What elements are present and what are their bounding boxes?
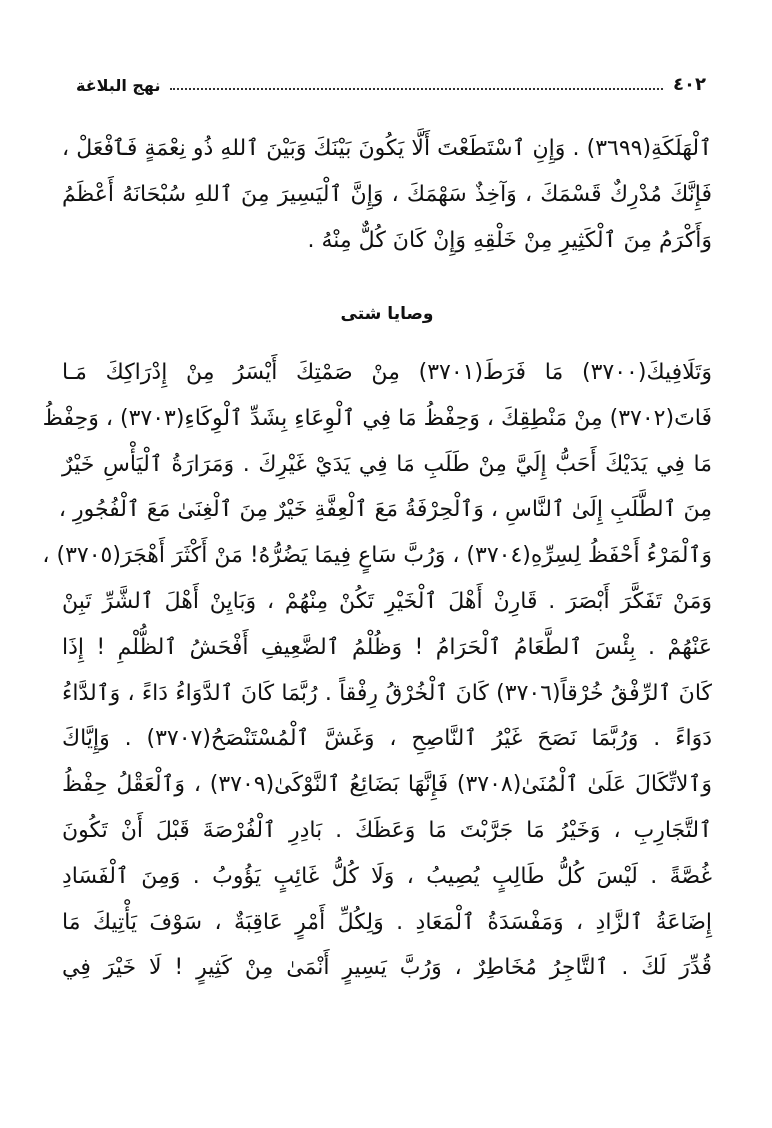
paragraph-2: [42, 350, 713, 991]
text-line: وَمَنْ تَفَكَّرَ أَبْصَرَ . قَارِنْ أَهْلَ ٱلْخَيْرِ تَكُنْ مِنْهُمْ ، وَبَايِنْ أَهْلَ ٱلشَّرِّ تَبِنْ: [62, 588, 712, 614]
text-line: وَتَلَافِيكَ(٣٧٠٠) مَا فَرَطَ(٣٧٠١) مِنْ صَمْتِكَ أَيْسَرُ مِنْ إِدْرَاكِكَ مَـا: [62, 360, 713, 385]
text-line: كَانَ ٱلرِّفْقُ خُرْقاً(٣٧٠٦) كَانَ ٱلْخُرْقُ رِفْقاً . رُبَّمَا كَانَ ٱلدَّوَاءُ دَاءً ، وَٱلدَّاءُ: [62, 680, 712, 706]
text-line: دَوَاءً . وَرُبَّمَا نَصَحَ غَيْرُ ٱلنَّاصِحِ ، وَغَشَّ ٱلْمُسْتَنْصَحُ(٣٧٠٧) . وَإِيَّاكَ: [62, 726, 712, 752]
text-line: وَأَكْرَمُ مِنَ ٱلْكَثِيرِ مِنْ خَلْقِهِ وَإِنْ كَانَ كُلٌّ مِنْهُ .: [307, 228, 712, 253]
text-line: مَا فِي يَدَيْكَ أَحَبُّ إِلَيَّ مِنْ طَلَبِ مَا فِي يَدَيْ غَيْرِكَ . وَمَرَارَةُ ٱلْيَأْسِ خَيْرٌ: [62, 451, 712, 477]
text-line: وَٱلْمَرْءُ أَحْفَظُ لِسِرِّهِ(٣٧٠٤) ، وَرُبَّ سَاعٍ فِيمَا يَضُرُّهُ! مَنْ أَكْثَرَ أَهْجَرَ(٣٧٠٥) ،: [42, 543, 712, 569]
text-line: مِنَ ٱلطَّلَبِ إِلَىٰ ٱلنَّاسِ ، وَٱلْحِرْفَةُ مَعَ ٱلْعِفَّةِ خَيْرٌ مِنَ ٱلْغِنَىٰ مَعَ ٱلْفُجُورِ ،: [58, 497, 712, 523]
text-line: وَٱلاتِّكَالَ عَلَىٰ ٱلْمُنَىٰ(٣٧٠٨) فَإِنَّهَا بَضَائِعُ ٱلنَّوْكَىٰ(٣٧٠٩) ، وَٱلْعَقْلُ حِفْظُ: [62, 772, 712, 798]
book-title: نهج البلاغة: [76, 76, 161, 95]
text-line: فَاتَ(٣٧٠٢) مِنْ مَنْطِقِكَ ، وَحِفْظُ مَا فِي ٱلْوِعَاءِ بِشَدِّ ٱلْوِكَاءِ(٣٧٠٣) ، وَحِفْظُ: [42, 405, 712, 431]
text-line: عَنْهُمْ . بِئْسَ ٱلطَّعَامُ ٱلْحَرَامُ ! وَظُلْمُ ٱلضَّعِيفِ أَفْحَشُ ٱلظُّلْمِ ! إِذَا: [62, 634, 712, 660]
text-line: ٱلتَّجَارِبِ ، وَخَيْرُ مَا جَرَّبْتَ مَا وَعَظَكَ . بَادِرِ ٱلْفُرْصَةَ قَبْلَ أَنْ تَكُونَ: [62, 817, 712, 843]
paragraph-1: [62, 126, 712, 264]
section-heading: وصايا شتى: [340, 304, 434, 324]
text-line: قُدِّرَ لَكَ . ٱلتَّاجِرُ مُخَاطِرٌ ، وَرُبَّ يَسِيرٍ أَنْمَىٰ مِنْ كَثِيرٍ ! لَا خَيْرَ فِي: [62, 955, 712, 981]
text-line: فَإِنَّكَ مُدْرِكٌ قَسْمَكَ ، وَآخِذٌ سَهْمَكَ ، وَإِنَّ ٱلْيَسِيرَ مِنَ ٱللهِ سُبْحَانَهُ أَعْظَمُ: [62, 182, 712, 207]
text-line: غُصَّةً . لَيْسَ كُلُّ طَالِبٍ يُصِيبُ ، وَلَا كُلُّ غَائِبٍ يَؤُوبُ . وَمِنَ ٱلْفَسَادِ: [62, 863, 712, 889]
dotted-leader: [170, 87, 663, 90]
running-header: [76, 66, 706, 94]
text-line: إِضَاعَةُ ٱلزَّادِ ، وَمَفْسَدَةُ ٱلْمَعَادِ . وَلِكُلِّ أَمْرٍ عَاقِبَةٌ ، سَوْفَ يَأْتِيكَ مَا: [62, 909, 712, 935]
page-number: ٤٠٢: [673, 74, 706, 95]
text-line: ٱلْهَلَكَةِ(٣٦٩٩) . وَإِنِ ٱسْتَطَعْتَ أَلَّا يَكُونَ بَيْنَكَ وَبَيْنَ ٱللهِ ذُو نِعْمَةٍ فَٱفْعَلْ ،: [62, 136, 712, 161]
